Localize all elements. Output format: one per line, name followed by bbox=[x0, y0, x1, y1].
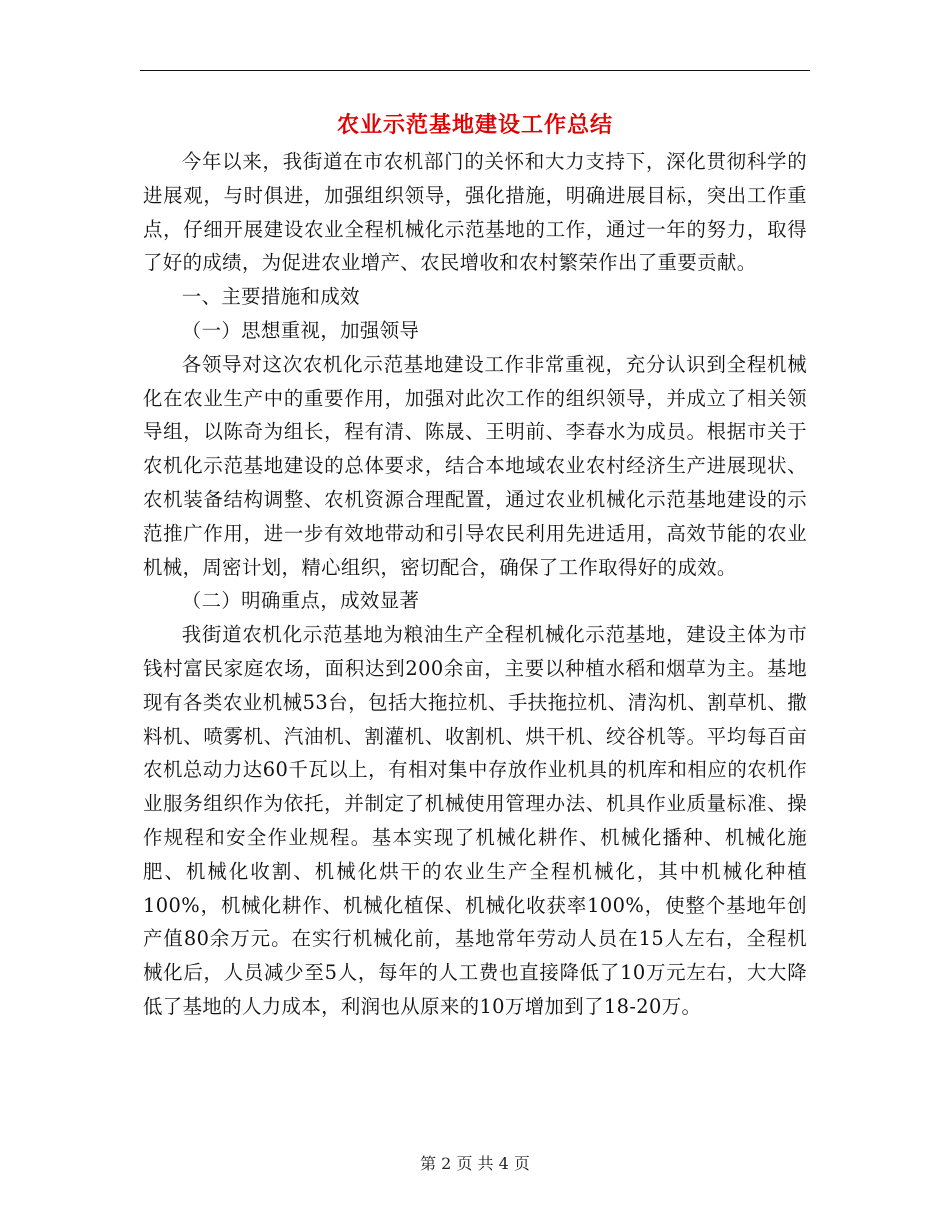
page-footer: 第 2 页 共 4 页 bbox=[420, 1154, 530, 1173]
document-body bbox=[143, 145, 807, 1024]
section-heading-1: 一、主要措施和成效 bbox=[181, 285, 360, 309]
subsection-heading-2: （二）明确重点，成效显著 bbox=[181, 589, 420, 613]
document-title: 农业示范基地建设工作总结 bbox=[336, 113, 613, 138]
header-rule bbox=[140, 70, 810, 71]
body-paragraph-base: 我街道农机化示范基地为粮油生产全程机械化示范基地，建设主体为市钱村富民家庭农场，面积达到200余亩，主要以种植水稻和烟草为主。基地现有各类农业机械53台，包括大拖拉机、手扶拖拉机、清沟机、割草机、撒料机、喷雾机、汽油机、割灌机、收割机、烘干机、绞谷机等。平均每百亩农机总动力达60千瓦以上，有相对集中存放作业机具的机库和相应的农机作业服务组织作为依托，并制定了机械使用管理办法、机具作业质量标准、操作规程和安全作业规程。基本实现了机械化耕作、机械化播种、机械化施肥、机械化收割、机械化烘干的农业生产全程机械化，其中机械化种植100%，机械化耕作、机械化植保、机械化收获率100%，使整个基地年创产值80余万元。在实行机械化前，基地常年劳动人员在15人左右，全程机械化后，人员减少至5人，每年的人工费也直接降低了10万元左右，大大降低了基地的人力成本，利润也从原来的10万增加到了18-20万。 bbox=[143, 623, 807, 1018]
subsection-heading-1: （一）思想重视，加强领导 bbox=[181, 318, 420, 342]
body-paragraph-leadership: 各领导对这次农机化示范基地建设工作非常重视，充分认识到全程机械化在农业生产中的重要作用，加强对此次工作的组织领导，并成立了相关领导组，以陈奇为组长，程有清、陈晟、王明前、李春水为成员。根据市关于农机化示范基地建设的总体要求，结合本地域农业农村经济生产进展现状、农机装备结构调整、农机资源合理配置，通过农业机械化示范基地建设的示范推广作用，进一步有效地带动和引导农民利用先进适用，高效节能的农业机械，周密计划，精心组织，密切配合，确保了工作取得好的成效。 bbox=[143, 352, 807, 579]
intro-paragraph: 今年以来，我街道在市农机部门的关怀和大力支持下，深化贯彻科学的进展观，与时俱进，加强组织领导，强化措施，明确进展目标，突出工作重点，仔细开展建设农业全程机械化示范基地的工作，通过一年的努力，取得了好的成绩，为促进农业增产、农民增收和农村繁荣作出了重要贡献。 bbox=[143, 150, 807, 275]
